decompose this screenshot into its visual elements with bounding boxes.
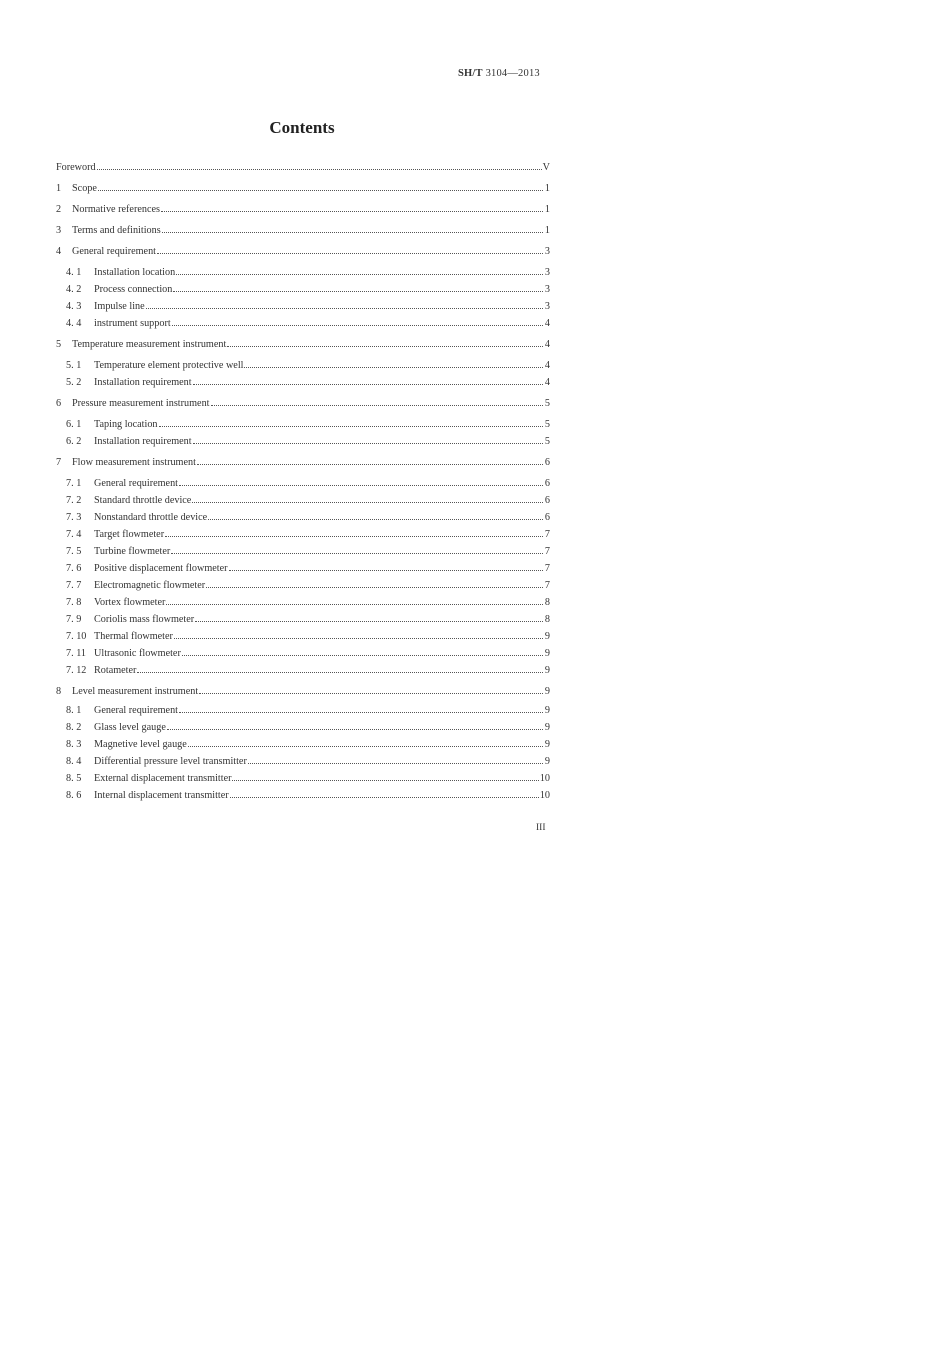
toc-entry[interactable]	[56, 734, 550, 750]
toc-entry[interactable]	[56, 700, 550, 716]
toc-entry-label: Foreword	[56, 162, 96, 173]
toc-entry-number: 5. 2	[66, 377, 82, 388]
toc-leader-dots	[227, 346, 543, 347]
toc-leader-dots	[162, 232, 543, 233]
toc-entry-page: 5	[544, 419, 550, 430]
toc-entry-label: Impulse line	[94, 301, 145, 312]
toc-entry-number: 8. 3	[66, 739, 82, 750]
toc-entry-number: 5. 1	[66, 360, 82, 371]
toc-leader-dots	[192, 502, 543, 503]
toc-entry-number: 8. 5	[66, 773, 82, 784]
toc-leader-dots	[211, 405, 544, 406]
toc-entry-page: 6	[544, 512, 550, 523]
toc-entry[interactable]	[56, 452, 550, 468]
toc-entry-label: Normative references	[72, 204, 160, 215]
toc-entry[interactable]	[56, 660, 550, 676]
toc-entry-page: 3	[544, 301, 550, 312]
page-number: III	[536, 823, 546, 833]
toc-entry-page: 5	[544, 436, 550, 447]
toc-entry[interactable]	[56, 157, 550, 173]
toc-entry-page: 9	[544, 665, 550, 676]
toc-entry-number: 3	[56, 225, 62, 236]
toc-entry-number: 4. 2	[66, 284, 82, 295]
toc-entry-page: V	[542, 162, 550, 173]
toc-entry-number: 7. 12	[66, 665, 87, 676]
toc-leader-dots	[161, 211, 543, 212]
toc-entry[interactable]	[56, 490, 550, 506]
toc-entry-label: Nonstandard throttle device	[94, 512, 208, 523]
toc-entry-page: 8	[544, 614, 550, 625]
toc-leader-dots	[199, 693, 543, 694]
toc-entry[interactable]	[56, 220, 550, 236]
toc-leader-dots	[137, 672, 543, 673]
toc-entry-label: Temperature measurement instrument	[72, 339, 227, 350]
toc-leader-dots	[232, 780, 538, 781]
toc-leader-dots	[206, 587, 543, 588]
toc-entry-label: instrument support	[94, 318, 171, 329]
toc-entry-number: 7. 10	[66, 631, 87, 642]
toc-entry-number: 2	[56, 204, 62, 215]
standard-code-number: 3104—2013	[485, 68, 540, 79]
toc-leader-dots	[159, 426, 543, 427]
toc-entry-number: 5	[56, 339, 62, 350]
toc-entry-label: General requirement	[72, 246, 157, 257]
toc-leader-dots	[166, 604, 543, 605]
toc-entry[interactable]	[56, 279, 550, 295]
toc-entry[interactable]	[56, 609, 550, 625]
toc-entry-label: Pressure measurement instrument	[72, 398, 210, 409]
toc-entry-label: Thermal flowmeter	[94, 631, 173, 642]
toc-entry-page: 3	[544, 267, 550, 278]
toc-entry-number: 7. 8	[66, 597, 82, 608]
toc-entry-label: Vortex flowmeter	[94, 597, 166, 608]
toc-entry-number: 8. 2	[66, 722, 82, 733]
toc-entry[interactable]	[56, 199, 550, 215]
toc-entry-label: Magnetive level gauge	[94, 739, 187, 750]
toc-entry-label: Positive displacement flowmeter	[94, 563, 228, 574]
toc-leader-dots	[244, 367, 543, 368]
toc-entry-number: 7. 7	[66, 580, 82, 591]
toc-leader-dots	[171, 553, 543, 554]
toc-leader-dots	[167, 729, 543, 730]
toc-leader-dots	[179, 485, 543, 486]
toc-entry-number: 7. 4	[66, 529, 82, 540]
toc-entry-label: Installation requirement	[94, 436, 192, 447]
toc-entry-page: 7	[544, 563, 550, 574]
toc-entry-page: 4	[544, 377, 550, 388]
toc-entry[interactable]	[56, 524, 550, 540]
toc-entry[interactable]	[56, 473, 550, 489]
toc-entry-page: 7	[544, 546, 550, 557]
toc-entry-label: Ultrasonic flowmeter	[94, 648, 181, 659]
toc-entry-number: 4	[56, 246, 62, 257]
toc-leader-dots	[229, 570, 543, 571]
toc-leader-dots	[176, 274, 543, 275]
toc-entry-number: 1	[56, 183, 62, 194]
toc-entry-label: Turbine flowmeter	[94, 546, 171, 557]
toc-entry[interactable]	[56, 751, 550, 767]
toc-entry[interactable]	[56, 372, 550, 388]
toc-leader-dots	[179, 712, 543, 713]
toc-leader-dots	[98, 190, 543, 191]
toc-entry[interactable]	[56, 541, 550, 557]
toc-entry-page: 8	[544, 597, 550, 608]
toc-leader-dots	[248, 763, 543, 764]
toc-entry-label: Installation location	[94, 267, 176, 278]
toc-entry-number: 8. 6	[66, 790, 82, 801]
toc-entry-page: 7	[544, 580, 550, 591]
toc-entry-page: 5	[544, 398, 550, 409]
toc-leader-dots	[208, 519, 543, 520]
toc-entry-number: 6. 2	[66, 436, 82, 447]
toc-leader-dots	[230, 797, 539, 798]
toc-entry-number: 4. 1	[66, 267, 82, 278]
toc-entry-label: General requirement	[94, 705, 179, 716]
toc-entry-label: Terms and definitions	[72, 225, 161, 236]
toc-entry-page: 10	[539, 790, 550, 801]
toc-entry[interactable]	[56, 681, 550, 697]
toc-entry-page: 7	[544, 529, 550, 540]
standard-code	[458, 68, 540, 79]
toc-entry-number: 7. 2	[66, 495, 82, 506]
page-title: Contents	[269, 118, 335, 137]
toc-entry-number: 6	[56, 398, 62, 409]
toc-entry-page: 4	[544, 360, 550, 371]
toc-entry-label: General requirement	[94, 478, 179, 489]
toc-entry-page: 9	[544, 739, 550, 750]
toc-entry-page: 9	[544, 705, 550, 716]
toc-leader-dots	[157, 253, 543, 254]
toc-leader-dots	[174, 638, 543, 639]
toc-entry[interactable]	[56, 296, 550, 312]
toc-entry-number: 7. 9	[66, 614, 82, 625]
toc-entry-label: Process connection	[94, 284, 173, 295]
toc-entry-number: 7. 11	[66, 648, 86, 659]
toc-leader-dots	[165, 536, 543, 537]
toc-entry[interactable]	[56, 313, 550, 329]
toc-entry-page: 9	[544, 722, 550, 733]
toc-leader-dots	[197, 464, 543, 465]
toc-entry-number: 7. 5	[66, 546, 82, 557]
toc-entry[interactable]	[56, 507, 550, 523]
toc-entry[interactable]	[56, 643, 550, 659]
toc-entry[interactable]	[56, 558, 550, 574]
toc-entry-number: 4. 3	[66, 301, 82, 312]
toc-entry-label: Temperature element protective well	[94, 360, 244, 371]
toc-entry-page: 9	[544, 756, 550, 767]
toc-entry-page: 6	[544, 478, 550, 489]
toc-leader-dots	[173, 291, 543, 292]
toc-entry-number: 7. 3	[66, 512, 82, 523]
toc-entry-number: 8. 4	[66, 756, 82, 767]
toc-entry-number: 8	[56, 686, 62, 697]
toc-entry-label: Glass level gauge	[94, 722, 166, 733]
toc-entry[interactable]	[56, 334, 550, 350]
toc-leader-dots	[193, 443, 543, 444]
toc-entry-page: 9	[544, 631, 550, 642]
toc-entry-page: 3	[544, 246, 550, 257]
toc-entry-label: Taping location	[94, 419, 158, 430]
toc-leader-dots	[193, 384, 543, 385]
toc-leader-dots	[172, 325, 543, 326]
toc-entry-page: 9	[544, 648, 550, 659]
toc-entry-label: Scope	[72, 183, 97, 194]
toc-entry[interactable]	[56, 393, 550, 409]
toc-entry[interactable]	[56, 355, 550, 371]
toc-entry-number: 7. 1	[66, 478, 82, 489]
toc-entry-number: 7	[56, 457, 62, 468]
toc-entry-number: 8. 1	[66, 705, 82, 716]
toc-entry[interactable]	[56, 414, 550, 430]
toc-entry-number: 6. 1	[66, 419, 82, 430]
toc-entry[interactable]	[56, 241, 550, 257]
toc-entry-page: 6	[544, 495, 550, 506]
toc-entry[interactable]	[56, 575, 550, 591]
toc-entry-label: Standard throttle device	[94, 495, 192, 506]
toc-entry-page: 3	[544, 284, 550, 295]
toc-entry-label: Internal displacement transmitter	[94, 790, 229, 801]
toc-entry-number: 7. 6	[66, 563, 82, 574]
toc-entry[interactable]	[56, 768, 550, 784]
toc-entry[interactable]	[56, 785, 550, 801]
toc-entry-page: 1	[544, 183, 550, 194]
toc-entry-page: 4	[544, 339, 550, 350]
toc-entry-page: 9	[544, 686, 550, 697]
toc-entry[interactable]	[56, 717, 550, 733]
toc-entry[interactable]	[56, 626, 550, 642]
toc-entry[interactable]	[56, 262, 550, 278]
toc-leader-dots	[146, 308, 543, 309]
toc-leader-dots	[188, 746, 543, 747]
toc-leader-dots	[182, 655, 543, 656]
toc-entry-page: 10	[539, 773, 550, 784]
toc-entry-label: Coriolis mass flowmeter	[94, 614, 195, 625]
toc-entry[interactable]	[56, 431, 550, 447]
standard-code-prefix: SH/T	[458, 68, 483, 79]
toc-entry-label: Installation requirement	[94, 377, 192, 388]
toc-entry-label: Target flowmeter	[94, 529, 165, 540]
toc-entry-page: 1	[544, 204, 550, 215]
toc-entry[interactable]	[56, 178, 550, 194]
toc-entry-page: 1	[544, 225, 550, 236]
toc-entry-label: Rotameter	[94, 665, 137, 676]
toc-entry-label: Electromagnetic flowmeter	[94, 580, 206, 591]
toc-entry[interactable]	[56, 592, 550, 608]
toc-entry-label: External displacement transmitter	[94, 773, 232, 784]
toc-leader-dots	[195, 621, 543, 622]
toc-entry-number: 4. 4	[66, 318, 82, 329]
toc-leader-dots	[97, 169, 542, 170]
toc-entry-label: Level measurement instrument	[72, 686, 199, 697]
toc-entry-label: Flow measurement instrument	[72, 457, 196, 468]
toc-entry-page: 4	[544, 318, 550, 329]
toc-entry-page: 6	[544, 457, 550, 468]
toc-entry-label: Differential pressure level transmitter	[94, 756, 247, 767]
